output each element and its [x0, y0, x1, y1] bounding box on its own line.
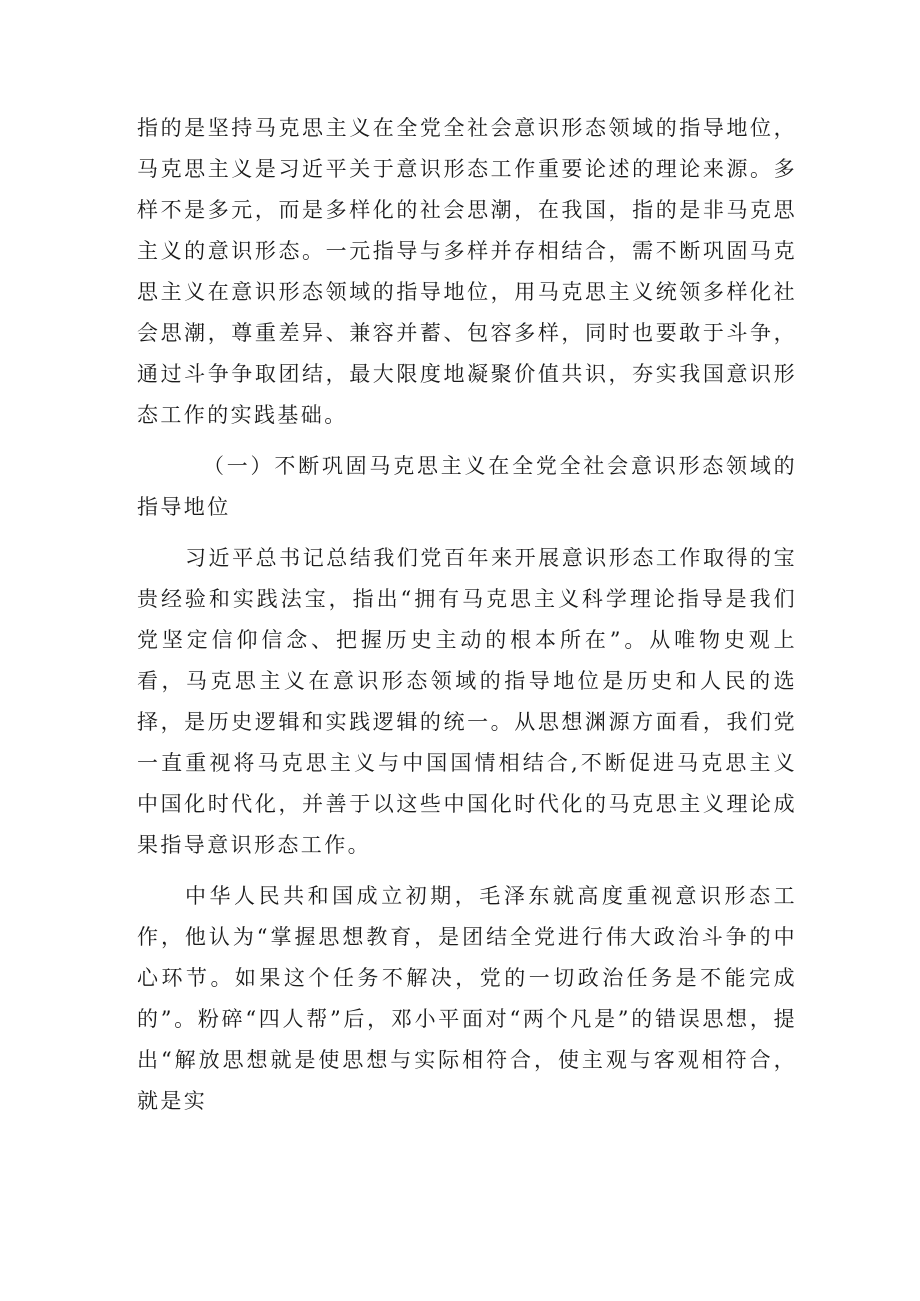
- document-body: [137, 108, 797, 1122]
- paragraph-continued: 指的是坚持马克思主义在全党全社会意识形态领域的指导地位，马克思主义是习近平关于意识形态工作重要论述的理论来源。多样不是多元，而是多样化的社会思潮，在我国，指的是非马克思主义的意识形态。一元指导与多样并存相结合，需不断巩固马克思主义在意识形态领域的指导地位，用马克思主义统领多样化社会思潮，尊重差异、兼容并蓄、包容多样，同时也要敢于斗争，通过斗争争取团结，最大限度地凝聚价值共识，夯实我国意识形态工作的实践基础。: [137, 116, 797, 427]
- section-heading: （一）不断巩固马克思主义在全党全社会意识形态领域的指导地位: [137, 454, 797, 519]
- paragraph-history: 中华人民共和国成立初期，毛泽东就高度重视意识形态工作，他认为“掌握思想教育，是团结全党进行伟大政治斗争的中心环节。如果这个任务不解决，党的一切政治任务是不能完成的”。粉碎“四人帮”后，邓小平面对“两个凡是”的错误思想，提出“解放思想就是使思想与实际相符合，使主观与客观相符合，就是实: [137, 884, 797, 1113]
- paragraph-marxism-guidance: 习近平总书记总结我们党百年来开展意识形态工作取得的宝贵经验和实践法宝，指出“拥有马克思主义科学理论指导是我们党坚定信仰信念、把握历史主动的根本所在”。从唯物史观上看，马克思主义在意识形态领域的指导地位是历史和人民的选择，是历史逻辑和实践逻辑的统一。从思想渊源方面看，我们党一直重视将马克思主义与中国国情相结合,不断促进马克思主义中国化时代化，并善于以这些中国化时代化的马克思主义理论成果指导意识形态工作。: [137, 546, 797, 857]
